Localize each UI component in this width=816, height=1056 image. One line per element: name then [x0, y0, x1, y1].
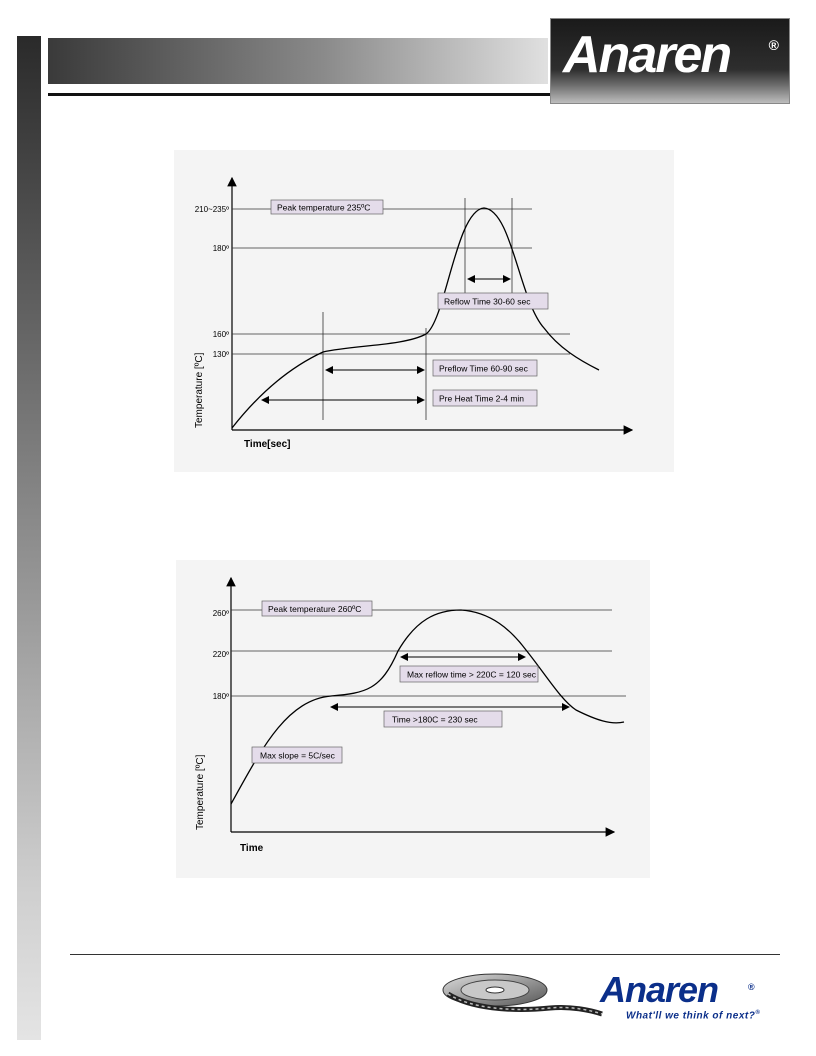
header-logo: [550, 18, 790, 104]
ytick-130: 130º: [212, 350, 229, 359]
temperature-profile-curve: [232, 208, 599, 428]
ytick-260: 260º: [212, 609, 229, 618]
reflow-profile-chart-1: [174, 150, 674, 472]
reflow-profile-chart-2: [176, 560, 650, 878]
peak-temp-label: Peak temperature 260ºC: [268, 604, 362, 614]
reflow-time-label: Reflow Time 30-60 sec: [444, 296, 531, 307]
footer-tagline-text: What'll we think of next?: [626, 1010, 756, 1022]
left-sidebar-bar: [17, 36, 41, 1040]
header-logo-text: Anaren: [563, 26, 731, 84]
max-slope-label: Max slope = 5C/sec: [260, 750, 335, 761]
max-reflow-label: Max reflow time > 220C = 120 sec: [407, 669, 536, 680]
x-axis-label: Time[sec]: [244, 439, 291, 450]
y-axis-label: Temperature [ºC]: [195, 754, 206, 830]
footer-rule: [70, 954, 780, 955]
ytick-180: 180º: [212, 692, 229, 701]
reflow-profile-chart-1-svg: [174, 150, 674, 472]
preheat-time-label: Pre Heat Time 2-4 min: [439, 393, 525, 404]
header-gradient-bar: [48, 38, 548, 84]
footer-tagline: [626, 1010, 760, 1021]
preflow-time-label: Preflow Time 60-90 sec: [439, 363, 528, 374]
footer-tagline-mark: ®: [755, 1010, 761, 1016]
reflow-profile-chart-2-svg: [176, 560, 650, 878]
ytick-235: 210~235º: [194, 205, 229, 214]
header-logo-registered-mark: ®: [768, 37, 779, 53]
ytick-180: 180º: [212, 244, 229, 253]
time-180-label: Time >180C = 230 sec: [392, 714, 478, 725]
x-axis-label: Time: [240, 843, 264, 854]
ytick-220: 220º: [212, 650, 229, 659]
tape-reel-image: [440, 968, 605, 1018]
peak-temp-label: Peak temperature 235ºC: [277, 202, 371, 213]
y-axis-label: Temperature [ºC]: [194, 352, 205, 428]
footer-logo-registered-mark: ®: [748, 982, 755, 992]
footer-logo-text: Anaren: [600, 969, 719, 1010]
ytick-160: 160º: [212, 330, 229, 339]
